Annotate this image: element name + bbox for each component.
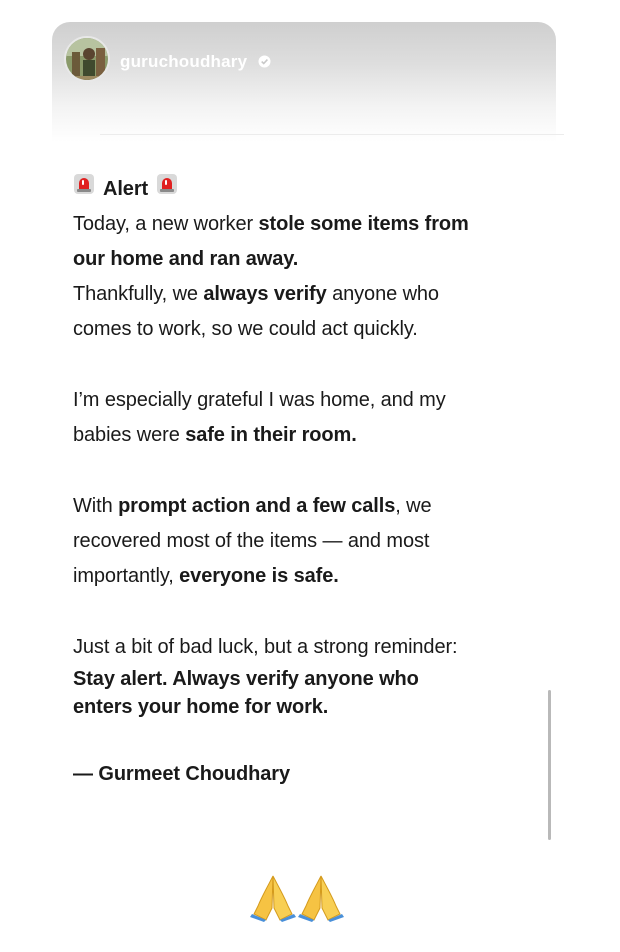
rotating-light-icon: [73, 172, 95, 207]
paragraph-3-line-3: importantly, everyone is safe.: [73, 565, 339, 588]
alert-title: Alert: [103, 178, 149, 200]
paragraph-1-line-3: Thankfully, we always verify anyone who: [73, 283, 439, 306]
alert-heading: [73, 172, 543, 207]
paragraph-1-line-2: our home and ran away.: [73, 248, 299, 271]
post-text: [73, 172, 543, 792]
paragraph-4-line-3: enters your home for work.: [73, 696, 329, 719]
signature: — Gurmeet Choudhary: [73, 763, 291, 786]
paragraph-3-line-2: recovered most of the items — and most: [73, 530, 430, 553]
paragraph-2-line-1: I’m especially grateful I was home, and my: [73, 389, 446, 412]
paragraph-1-line-4: comes to work, so we could act quickly.: [73, 318, 418, 341]
story-header: [52, 22, 556, 142]
verified-badge-icon: [258, 53, 271, 73]
paragraph-1-line-1: Today, a new worker stole some items from: [73, 213, 469, 236]
paragraph-3-line-1: With prompt action and a few calls, we: [73, 495, 432, 518]
folded-hands-icon: [250, 872, 296, 927]
paragraph-4-line-1: Just a bit of bad luck, but a strong reminder:: [73, 636, 458, 659]
username[interactable]: [120, 52, 271, 73]
rotating-light-icon: [156, 172, 178, 207]
username-text[interactable]: guruchoudhary: [120, 52, 248, 71]
paragraph-2-line-2: babies were safe in their room.: [73, 424, 357, 447]
avatar[interactable]: [64, 36, 110, 82]
header-divider: [100, 134, 564, 135]
scrollbar[interactable]: [548, 690, 551, 840]
folded-hands-sticker: [250, 872, 344, 927]
paragraph-4-line-2: Stay alert. Always verify anyone who: [73, 668, 419, 691]
folded-hands-icon: [298, 872, 344, 927]
